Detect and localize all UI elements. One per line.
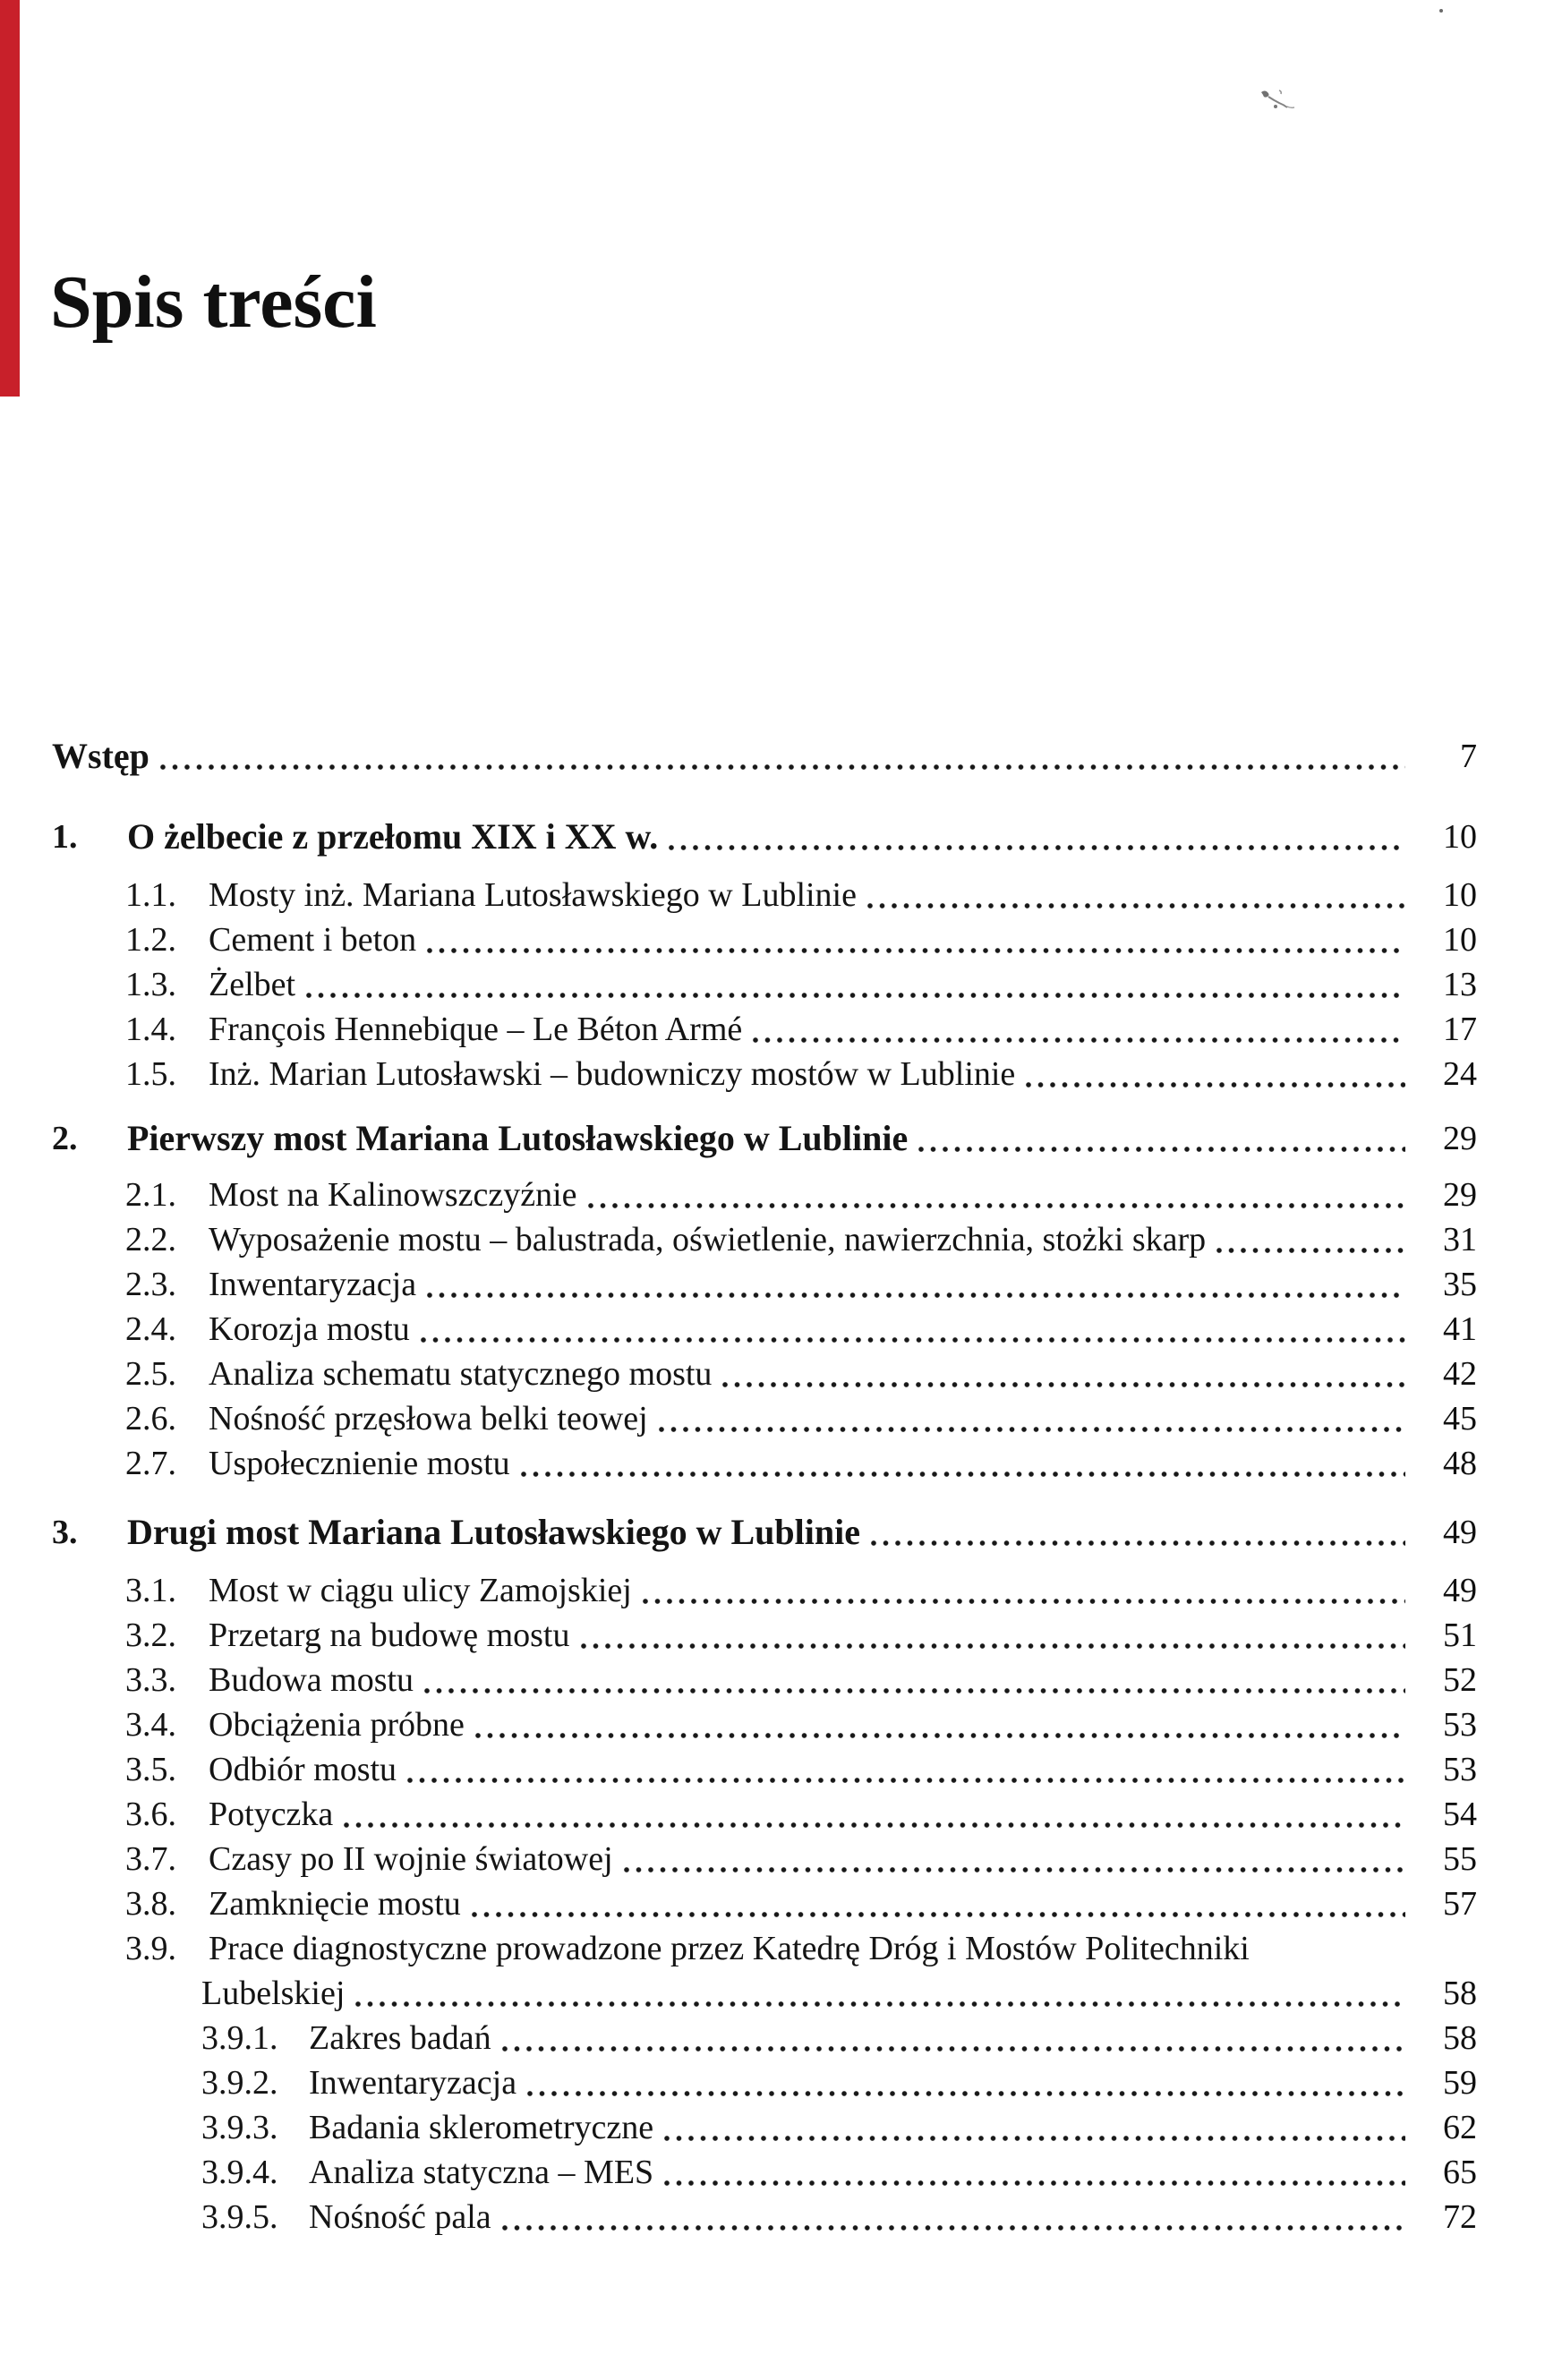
dot-leader (427, 945, 1405, 954)
dot-leader (669, 842, 1405, 851)
toc-entry (52, 1747, 1477, 1792)
dot-leader (1026, 1079, 1405, 1088)
dot-leader (424, 1685, 1405, 1694)
dot-leader (664, 2178, 1405, 2187)
dot-leader (421, 1335, 1405, 1344)
entry-number: 1.4. (125, 1011, 176, 1048)
entry-page: 42 (1443, 1355, 1477, 1393)
entry-page: 7 (1460, 738, 1477, 775)
toc-entry (52, 1116, 1477, 1161)
entry-page: 72 (1443, 2198, 1477, 2236)
toc-entry (52, 1396, 1477, 1441)
entry-page: 55 (1443, 1840, 1477, 1878)
entry-page: 57 (1443, 1885, 1477, 1923)
entry-number: 2.6. (125, 1400, 176, 1437)
entry-page: 31 (1443, 1221, 1477, 1258)
dot-leader (502, 2043, 1405, 2052)
dot-leader (475, 1730, 1405, 1739)
entry-title: Potyczka (209, 1796, 334, 1833)
entry-page: 29 (1443, 1176, 1477, 1214)
entry-page: 53 (1443, 1706, 1477, 1744)
entry-title: Obciążenia próbne (209, 1706, 465, 1744)
entry-page: 65 (1443, 2154, 1477, 2191)
dot-leader (521, 1469, 1405, 1478)
entry-number: 3.9.5. (201, 2198, 278, 2236)
toc-entry (52, 1441, 1477, 1486)
dot-leader (722, 1379, 1405, 1388)
entry-page: 49 (1443, 1514, 1477, 1551)
entry-number: 2.2. (125, 1221, 176, 1258)
entry-number: 3.2. (125, 1617, 176, 1654)
entry-page: 13 (1443, 966, 1477, 1003)
entry-page: 17 (1443, 1011, 1477, 1048)
entry-page: 10 (1443, 921, 1477, 959)
toc-entry (52, 815, 1477, 859)
entry-page: 51 (1443, 1617, 1477, 1654)
entry-title: Lubelskiej (201, 1975, 346, 2012)
toc-entry (52, 1007, 1477, 1052)
entry-number: 3. (52, 1514, 78, 1551)
entry-page: 10 (1443, 876, 1477, 914)
toc-entry (52, 962, 1477, 1007)
toc-entry (52, 1792, 1477, 1837)
dot-leader (355, 1999, 1405, 2008)
dot-leader (871, 1538, 1405, 1547)
entry-title: Budowa mostu (209, 1661, 414, 1699)
toc-entry (52, 1217, 1477, 1262)
entry-page: 52 (1443, 1661, 1477, 1699)
entry-title: Zamknięcie mostu (209, 1885, 461, 1923)
dot-leader (624, 1864, 1405, 1873)
entry-page: 24 (1443, 1055, 1477, 1093)
toc-entry (52, 2195, 1477, 2239)
entry-title: Czasy po II wojnie światowej (209, 1840, 613, 1878)
entry-number: 3.9. (125, 1930, 176, 1967)
toc-entry (52, 1352, 1477, 1396)
toc-entry (52, 734, 1477, 779)
entry-page: 41 (1443, 1310, 1477, 1348)
toc-list (52, 734, 1477, 2239)
entry-title: Mosty inż. Mariana Lutosławskiego w Lublinie (209, 876, 857, 914)
entry-number: 3.1. (125, 1572, 176, 1609)
entry-number: 3.9.4. (201, 2154, 278, 2191)
dot-leader (1216, 1245, 1405, 1254)
entry-number: 2.7. (125, 1445, 176, 1482)
toc-entry (52, 2060, 1477, 2105)
entry-number: 2.4. (125, 1310, 176, 1348)
entry-page: 45 (1443, 1400, 1477, 1437)
entry-title: Żelbet (209, 966, 296, 1003)
entry-page: 10 (1443, 818, 1477, 856)
entry-title: Wstęp (52, 736, 149, 776)
dot-leader (527, 2088, 1405, 2097)
toc-entry (52, 1510, 1477, 1555)
dot-leader (867, 900, 1405, 909)
entry-page: 58 (1443, 2019, 1477, 2057)
entry-number: 3.9.1. (201, 2019, 278, 2057)
entry-title: Korozja mostu (209, 1310, 410, 1348)
entry-number: 1.1. (125, 876, 176, 914)
entry-number: 3.4. (125, 1706, 176, 1744)
entry-title: Prace diagnostyczne prowadzone przez Katedrę Dróg i Mostów Politechniki (209, 1930, 1250, 1967)
scan-speck (1439, 9, 1443, 13)
entry-number: 3.8. (125, 1885, 176, 1923)
toc-entry (52, 1052, 1477, 1096)
ink-smudge-artifact (1258, 85, 1301, 115)
entry-page: 54 (1443, 1796, 1477, 1833)
entry-title: Most w ciągu ulicy Zamojskiej (209, 1572, 632, 1609)
entry-title: Inwentaryzacja (309, 2064, 517, 2102)
entry-title: Cement i beton (209, 921, 417, 959)
dot-leader (344, 1820, 1405, 1829)
toc-entry (52, 1613, 1477, 1658)
entry-number: 1.5. (125, 1055, 176, 1093)
toc-entry (52, 1173, 1477, 1217)
entry-number: 2.3. (125, 1266, 176, 1303)
entry-page: 35 (1443, 1266, 1477, 1303)
entry-title: Wyposażenie mostu – balustrada, oświetlenie, nawierzchnia, stożki skarp (209, 1221, 1207, 1258)
scan-edge-red-strip (0, 0, 20, 397)
entry-title: O żelbecie z przełomu XIX i XX w. (127, 816, 659, 857)
dot-leader (753, 1035, 1405, 1044)
entry-number: 3.7. (125, 1840, 176, 1878)
entry-number: 3.9.2. (201, 2064, 278, 2102)
dot-leader (659, 1424, 1405, 1433)
entry-number: 3.6. (125, 1796, 176, 1833)
dot-leader (427, 1290, 1405, 1299)
entry-title: Zakres badań (309, 2019, 491, 2057)
entry-number: 2. (52, 1120, 78, 1157)
toc-entry (52, 1837, 1477, 1881)
toc-entry (52, 1971, 1477, 2016)
toc-entry (52, 1307, 1477, 1352)
entry-number: 1.3. (125, 966, 176, 1003)
entry-title: Most na Kalinowszczyźnie (209, 1176, 577, 1214)
dot-leader (643, 1596, 1405, 1605)
entry-number: 3.3. (125, 1661, 176, 1699)
toc-entry (52, 2105, 1477, 2150)
entry-number: 3.5. (125, 1751, 176, 1788)
entry-page: 48 (1443, 1445, 1477, 1482)
dot-leader (502, 2222, 1405, 2231)
dot-leader (918, 1144, 1405, 1153)
entry-number: 1. (52, 818, 78, 856)
entry-title: Odbiór mostu (209, 1751, 397, 1788)
entry-page: 58 (1443, 1975, 1477, 2012)
dot-leader (588, 1200, 1405, 1209)
entry-title: Analiza statyczna – MES (309, 2154, 654, 2191)
dot-leader (160, 762, 1405, 771)
entry-page: 53 (1443, 1751, 1477, 1788)
entry-page: 59 (1443, 2064, 1477, 2102)
entry-number: 3.9.3. (201, 2109, 278, 2146)
entry-title: Przetarg na budowę mostu (209, 1617, 570, 1654)
toc-entry (52, 1702, 1477, 1747)
entry-page: 62 (1443, 2109, 1477, 2146)
toc-entry (52, 1926, 1477, 1971)
dot-leader (306, 990, 1405, 999)
dot-leader (664, 2133, 1405, 2142)
entry-title: Analiza schematu statycznego mostu (209, 1355, 713, 1393)
entry-number: 2.1. (125, 1176, 176, 1214)
dot-leader (472, 1909, 1405, 1918)
toc-entry (52, 2150, 1477, 2195)
entry-title: Nośność przęsłowa belki teowej (209, 1400, 648, 1437)
entry-title: Pierwszy most Mariana Lutosławskiego w Lublinie (127, 1118, 909, 1158)
entry-title: Drugi most Mariana Lutosławskiego w Lublinie (127, 1512, 860, 1552)
toc-entry (52, 1262, 1477, 1307)
page-title: Spis treści (50, 260, 377, 344)
entry-number: 2.5. (125, 1355, 176, 1393)
entry-page: 49 (1443, 1572, 1477, 1609)
dot-leader (581, 1641, 1406, 1650)
toc-entry (52, 917, 1477, 962)
entry-title: Badania sklerometryczne (309, 2109, 654, 2146)
entry-number: 1.2. (125, 921, 176, 959)
entry-title: François Hennebique – Le Béton Armé (209, 1011, 743, 1048)
entry-title: Inwentaryzacja (209, 1266, 417, 1303)
toc-entry (52, 1881, 1477, 1926)
entry-title: Nośność pala (309, 2198, 491, 2236)
entry-title: Uspołecznienie mostu (209, 1445, 510, 1482)
toc-entry (52, 2016, 1477, 2060)
dot-leader (407, 1775, 1405, 1784)
toc-entry (52, 873, 1477, 917)
entry-title: Inż. Marian Lutosławski – budowniczy mostów w Lublinie (209, 1055, 1016, 1093)
entry-page: 29 (1443, 1120, 1477, 1157)
toc-entry (52, 1658, 1477, 1702)
toc-entry (52, 1568, 1477, 1613)
